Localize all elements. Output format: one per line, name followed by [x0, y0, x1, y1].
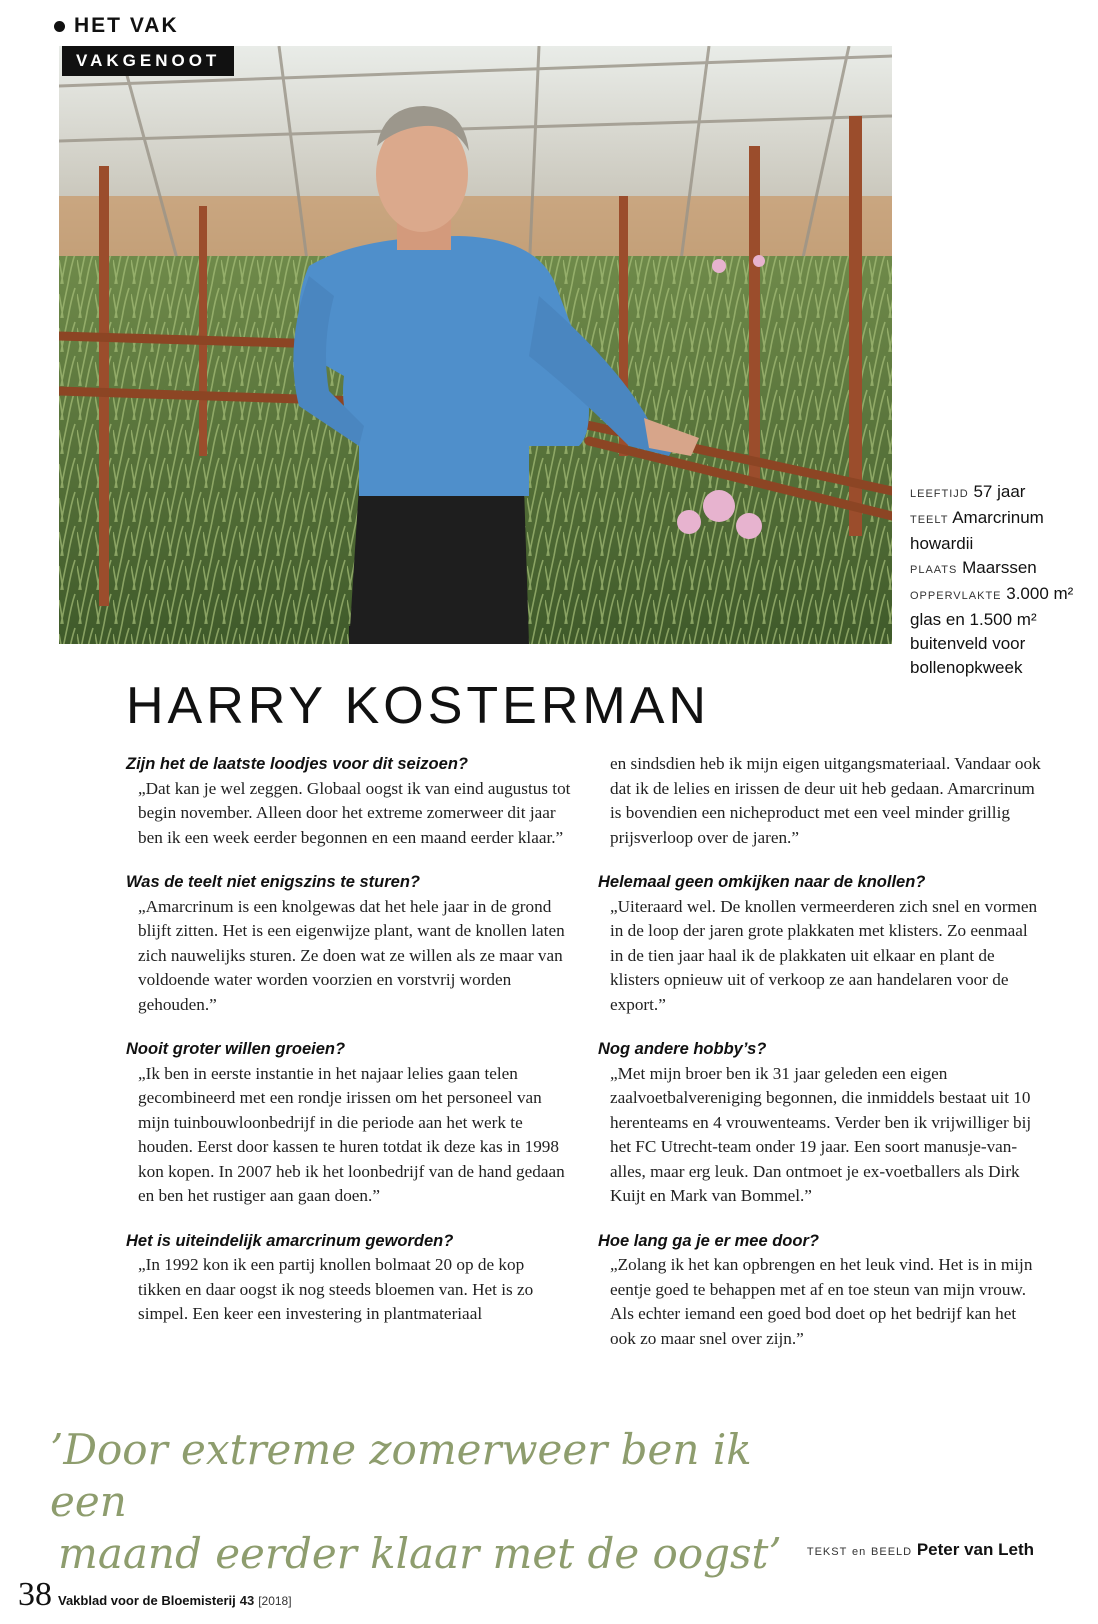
credit-label: TEKST: [806, 1546, 848, 1558]
section-title: HET VAK: [74, 14, 179, 37]
section-header: [54, 14, 179, 38]
fact-value: 3.000 m² glas en 1.500 m² buitenveld voor bollenopkweek: [910, 584, 1074, 677]
answer: „In 1992 kon ik een partij knollen bolmaat 20 op de kop tikken en daar oogst ik nog steeds bloemen van. Het is zo simpel. Een keer een investering in plantmateriaal: [138, 1255, 534, 1323]
issue-year: [2018]: [258, 1594, 292, 1608]
page-title: HARRY KOSTERMAN: [126, 677, 710, 735]
page-footer: [18, 1576, 292, 1614]
pull-quote-line: maand eerder klaar met de oogst’: [58, 1529, 782, 1578]
qa-block: [598, 1037, 1043, 1209]
fact-area: [910, 582, 1098, 680]
answer-continuation: en sindsdien heb ik mijn eigen uitgangsmateriaal. Vandaar ook dat ik de lelies en irissen de deur uit heb gedaan. Amarcrinum is bovendien een nicheproduct met een veel minder grillig prijsverloop over de jaren.”: [610, 754, 1041, 847]
question: Was de teelt niet enigszins te sturen?: [126, 873, 421, 891]
fact-label: PLAATS: [910, 564, 958, 576]
article-column-right: [598, 752, 1043, 1371]
fact-crop: [910, 506, 1098, 556]
fact-value: Amarcrinum howardii: [910, 508, 1044, 553]
question: Hoe lang ga je er mee door?: [598, 1231, 819, 1250]
fact-label: TEELT: [910, 514, 949, 526]
fact-label: OPPERVLAKTE: [910, 590, 1002, 602]
credits: [807, 1540, 1034, 1560]
fact-value: Maarssen: [962, 558, 1037, 577]
question: Zijn het de laatste loodjes voor dit seizoen?: [126, 755, 468, 773]
magazine-name: Vakblad voor de Bloemisterij: [58, 1593, 236, 1608]
answer: „Met mijn broer ben ik 31 jaar geleden een eigen zaalvoetbalvereniging begonnen, die inmiddels bestaat uit 10 herenteams en 4 vrouwenteams. Verder ben ik vrijwilliger bij het FC Utrecht-team onder 19 jaar. Een soort manusje-van-alles, maar erg leuk. Dan ontmoet je ex-voetballers als Dirk Kuijt en Mark van Bommel.”: [610, 1063, 1032, 1205]
question: Nooit groter willen groeien?: [126, 1040, 346, 1058]
answer: „Uiteraard wel. De knollen vermeerderen zich snel en vormen in de loop der jaren grote plakkaten met klisters. Zo eenmaal in de tien jaar haal ik de plakkaten uit elkaar en plant de klisters opnieuw uit of verkoop ze aan handelaren voor de export.”: [610, 896, 1038, 1014]
qa-block: [126, 1037, 571, 1209]
facts-box: [910, 480, 1098, 680]
qa-block: [598, 1229, 1043, 1352]
qa-block: [126, 1229, 571, 1327]
fact-place: [910, 556, 1098, 582]
question: Het is uiteindelijk amarcrinum geworden?: [126, 1231, 454, 1250]
page-number: 38: [18, 1576, 52, 1613]
answer: „Dat kan je wel zeggen. Globaal oogst ik van eind augustus tot begin november. Alleen door het extreme zomerweer dit jaar ben ik een week eerder begonnen en een maand eerder klaar.”: [138, 778, 571, 847]
answer: „Ik ben in eerste instantie in het najaar lelies gaan telen gecombineerd met een rondje irissen om het personeel van mijn tuinbouwloonbedrijf in die periode aan het werk te houden. Eerst door kassen te huren totdat ik deze kas in 1998 kon kopen. In 2007 heb ik het loonbedrijf van de hand gedaan en ben het rustiger aan gaan doen.”: [138, 1063, 565, 1205]
qa-block: [126, 870, 571, 1017]
credit-label: BEELD: [871, 1546, 913, 1558]
question: Nog andere hobby’s?: [598, 1040, 767, 1058]
qa-block: [598, 870, 1043, 1017]
question: Helemaal geen omkijken naar de knollen?: [598, 873, 926, 891]
fact-age: [910, 480, 1098, 506]
section-tag: VAKGENOOT: [62, 46, 234, 76]
credit-conjunction: en: [852, 1546, 867, 1558]
bullet-dot-icon: [54, 21, 65, 32]
fact-value: 57 jaar: [973, 482, 1026, 501]
article-column-left: [126, 752, 571, 1347]
pull-quote-line: ’Door extreme zomerweer ben ik een: [50, 1425, 752, 1526]
fact-label: LEEFTIJD: [910, 488, 969, 500]
issue-number: 43: [239, 1593, 255, 1608]
credit-author: Peter van Leth: [916, 1540, 1034, 1559]
portrait-photo: [59, 46, 892, 644]
qa-block: [598, 752, 1043, 850]
answer: „Amarcrinum is een knolgewas dat het hele jaar in de grond blijft zitten. Het is een eigenwijze plant, want de knollen laten zich nauwelijks sturen. Ze doen wat ze willen als ze maar van voldoende water worden voorzien en vorstvrij worden gehouden.”: [138, 896, 565, 1014]
qa-block: [126, 752, 571, 850]
pull-quote: [50, 1424, 830, 1580]
answer: „Zolang ik het kan opbrengen en het leuk vind. Het is in mijn eentje goed te behappen met af en toe steun van mijn vrouw. Als echter iemand een goed bod doet op het bedrijf kan het ook zo maar snel over zijn.”: [610, 1255, 1033, 1348]
